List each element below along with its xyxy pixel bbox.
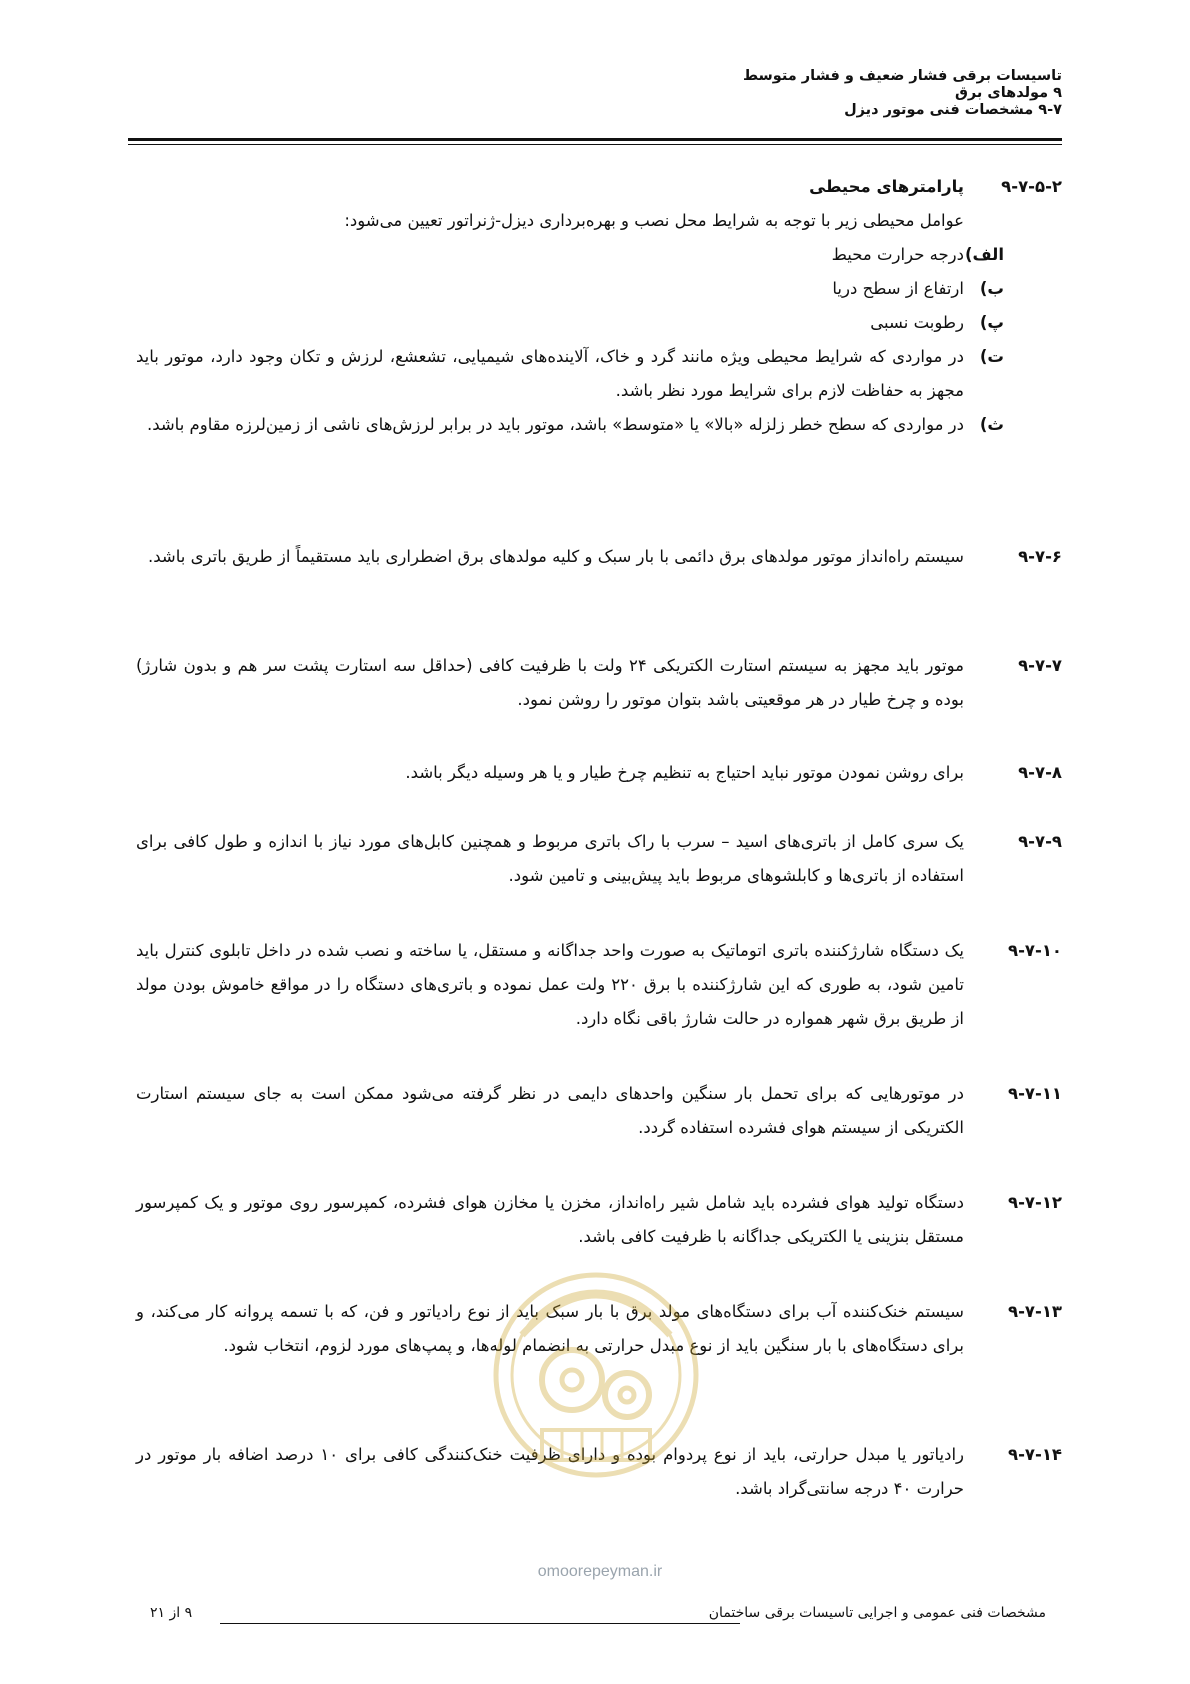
section-title: پارامترهای محیطی: [809, 177, 964, 196]
header-line-1: تاسیسات برقی فشار ضعیف و فشار متوسط: [742, 68, 1062, 84]
section-number: ۹-۷-۷: [1018, 656, 1062, 675]
watermark-logo-icon: [482, 1225, 710, 1515]
header-line-2: ۹ مولدهای برق: [954, 85, 1062, 101]
item-label: ب): [979, 279, 1004, 298]
section-number: ۹-۷-۱۱: [1008, 1084, 1062, 1103]
page-footer: [150, 1605, 1046, 1627]
section-intro: عوامل محیطی زیر با توجه به شرایط محل نصب و بهره‌برداری دیزل-ژنراتور تعیین می‌شود:: [344, 211, 964, 230]
section-9-7-10: [136, 934, 1062, 1036]
list-item: [136, 306, 1006, 340]
section-number: ۹-۷-۶: [1018, 547, 1062, 566]
item-text: در مواردی که سطح خطر زلزله «بالا» یا «متوسط» باشد، موتور باید در برابر لرزش‌های ناشی از زمین‌لرزه مقاوم باشد.: [146, 415, 964, 434]
section-9-7-8: [136, 756, 1062, 790]
footer-rule: [220, 1623, 740, 1624]
section-text: موتور باید مجهز به سیستم استارت الکتریکی ۲۴ ولت با ظرفیت کافی (حداقل سه استارت پشت سر هم و بدون شارژ) بوده و چرخ طیار در هر موقعیتی باشد بتوان موتور را روشن نمود.: [136, 656, 964, 709]
list-item: [136, 408, 1006, 442]
section-number: ۹-۷-۱۲: [1008, 1193, 1062, 1212]
item-text: ارتفاع از سطح دریا: [832, 279, 964, 298]
page-header: [128, 68, 1062, 119]
section-text: سیستم خنک‌کننده آب برای دستگاه‌های مولد برق با بار سبک باید از نوع رادیاتور و فن، که با تسمه پروانه کار می‌کند، و برای دستگاه‌های با بار سنگین باید از نوع مبدل حرارتی به انضمام لوله‌ها، و پمپ‌های مورد لزوم، انتخاب شود.: [136, 1302, 964, 1355]
list-item: [136, 238, 1006, 272]
section-number: ۹-۷-۱۰: [1008, 941, 1062, 960]
item-text: درجه حرارت محیط: [831, 245, 964, 264]
watermark-url: omoorepeyman.ir: [537, 1563, 663, 1580]
item-text: در مواردی که شرایط محیطی ویژه مانند گرد و خاک، آلاینده‌های شیمیایی، تشعشع، لرزش و تکان وجود دارد، موتور باید مجهز به حفاظت لازم برای شرایط مورد نظر باشد.: [136, 347, 964, 400]
item-text: رطوبت نسبی: [870, 313, 964, 332]
header-rule-thick: [128, 138, 1062, 141]
section-number: ۹-۷-۱۴: [1008, 1445, 1062, 1464]
section-number: ۹-۷-۹: [1018, 832, 1062, 851]
section-text: سیستم راه‌انداز موتور مولدهای برق دائمی با بار سبک و کلیه مولدهای برق اضطراری باید مستقیماً از طریق باتری باشد.: [148, 547, 964, 566]
section-text: یک دستگاه شارژکننده باتری اتوماتیک به صورت واحد جداگانه و مستقل، یا ساخته و نصب شده در داخل تابلوی کنترل باید تامین شود، به طوری که این شارژکننده با برق ۲۲۰ ولت عمل نموده و باتری‌های دستگاه را در مواقع خاموش بودن مولد از طریق برق شهر همواره در حالت شارژ باقی نگاه دارد.: [136, 941, 964, 1028]
header-rule-thin: [128, 144, 1062, 145]
section-number: ۹-۷-۵-۲: [1001, 177, 1062, 196]
section-text: برای روشن نمودن موتور نباید احتیاج به تنظیم چرخ طیار و یا هر وسیله دیگر باشد.: [405, 763, 964, 782]
section-number: ۹-۷-۸: [1018, 763, 1062, 782]
item-label: الف): [964, 245, 1004, 264]
section-text: در موتورهایی که برای تحمل بار سنگین واحدهای دایمی در نظر گرفته می‌شود ممکن است به جای سیستم استارت الکتریکی از سیستم هوای فشرده استفاده گردد.: [136, 1084, 964, 1137]
section-9-7-5-2: [136, 170, 1062, 442]
footer-title: مشخصات فنی عمومی و اجرایی تاسیسات برقی ساختمان: [708, 1605, 1046, 1621]
item-label: پ): [979, 313, 1004, 332]
section-9-7-6: [136, 540, 1062, 574]
page-number: ۹ از ۲۱: [150, 1605, 193, 1621]
section-text: یک سری کامل از باتری‌های اسید – سرب با راک باتری مربوط و همچنین کابل‌های مورد نیاز با اندازه و طول کافی برای استفاده از باتری‌ها و کابلشوهای مربوط باید پیش‌بینی و تامین شود.: [136, 832, 964, 885]
header-line-3: ۹-۷ مشخصات فنی موتور دیزل: [844, 102, 1062, 118]
section-text: دستگاه تولید هوای فشرده باید شامل شیر راه‌انداز، مخزن یا مخازن هوای فشرده، کمپرسور روی موتور و یک کمپرسور مستقل بنزینی یا الکتریکی جداگانه با ظرفیت کافی باشد.: [136, 1193, 964, 1246]
section-9-7-7: [136, 649, 1062, 717]
section-9-7-9: [136, 825, 1062, 893]
item-label: ث): [979, 415, 1004, 434]
section-text: رادیاتور یا مبدل حرارتی، باید از نوع پردوام بوده و دارای ظرفیت خنک‌کنندگی کافی برای ۱۰ درصد اضافه بار موتور در حرارت ۴۰ درجه سانتی‌گراد باشد.: [136, 1445, 964, 1498]
list-item: [136, 272, 1006, 306]
item-label: ت): [979, 347, 1004, 366]
section-number: ۹-۷-۱۳: [1008, 1302, 1062, 1321]
section-9-7-11: [136, 1077, 1062, 1145]
list-item: [136, 340, 1006, 408]
